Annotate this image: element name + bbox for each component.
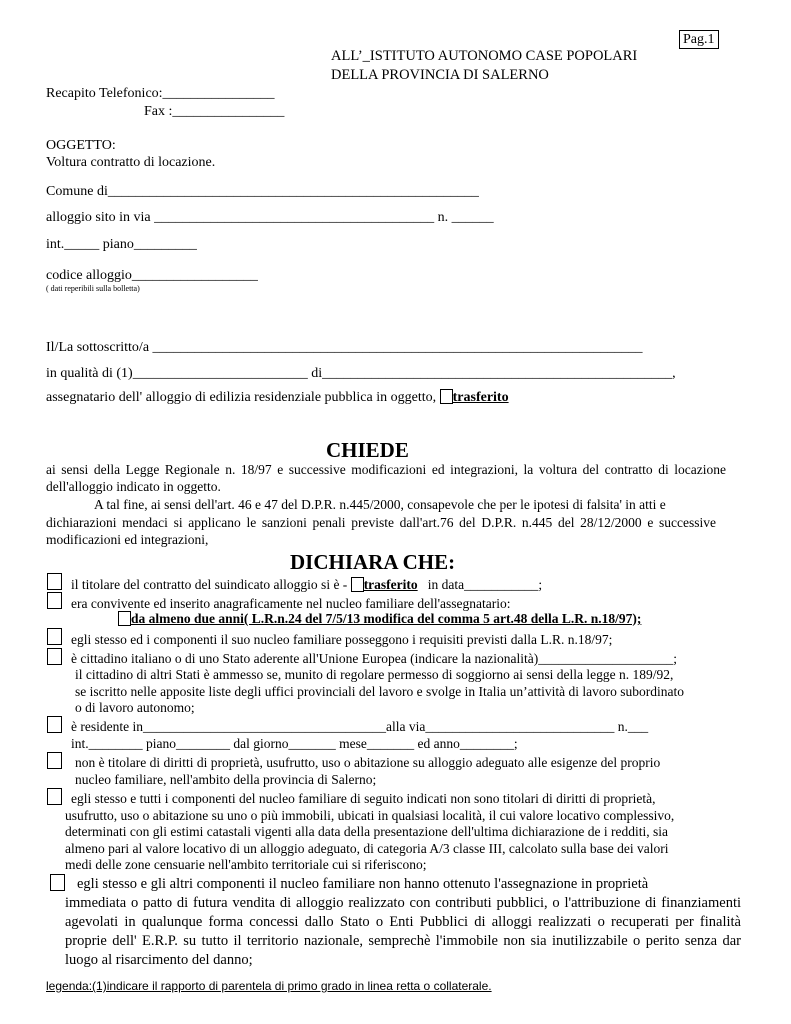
item1-checkbox[interactable] <box>47 573 62 590</box>
item8-checkbox-wrap <box>50 874 65 893</box>
item6-checkbox-wrap <box>47 752 62 771</box>
item8-text: egli stesso e gli altri componenti il nucleo familiare non hanno ottenuto l'assegnazione in proprietà <box>77 876 649 892</box>
recipient-line-2: DELLA PROVINCIA DI SALERNO <box>331 67 549 83</box>
item2-bold-text: da almeno due anni( L.R.n.24 del 7/5/13 modifica del comma 5 art.48 della L.R. n.18/97); <box>131 611 642 626</box>
item2-checkbox[interactable] <box>47 592 62 609</box>
item4-line4: o di lavoro autonomo; <box>75 700 195 715</box>
dichiara-heading: DICHIARA CHE: <box>290 550 456 574</box>
subject-label: OGGETTO: <box>46 138 116 153</box>
item1-text <box>71 577 542 593</box>
item6-text: non è titolare di diritti di proprietà, usufrutto, uso o abitazione su alloggio adeguato alle esigenze del proprio <box>75 755 661 770</box>
chiede-heading: CHIEDE <box>326 438 409 462</box>
item3-text: egli stesso ed i componenti il suo nucleo familiare posseggono i requisiti previsti dalla L.R. n.18/97; <box>71 632 613 647</box>
item1-text-a: il titolare del contratto del suindicato alloggio si è - <box>71 577 348 592</box>
item7-line4: almeno pari al valore locativo di un alloggio adeguato, di categoria A/3 classe III, calcolato sulla base dei valori <box>65 841 669 856</box>
fax-field[interactable]: Fax :________________ <box>144 104 285 119</box>
codice-alloggio-field[interactable]: codice alloggio__________________ <box>46 268 258 283</box>
item4-text: è cittadino italiano o di uno Stato aderente all'Unione Europea (indicare la nazionalità)____________________; <box>71 651 678 666</box>
item1-date-field[interactable]: in data___________; <box>427 577 543 592</box>
recipient-line-1: ALL’_ISTITUTO AUTONOMO CASE POPOLARI <box>331 48 638 64</box>
trasferito-checkbox[interactable] <box>440 389 453 404</box>
assegnatario-line <box>46 389 509 406</box>
dichiarazione-rest: dichiarazioni mendaci si applicano le sanzioni penali previste dall'art.76 del D.P.R. n.445 del 28/12/2000 e successive modificazioni ed integrazioni, <box>46 515 716 547</box>
item5-text[interactable]: è residente in____________________________________alla via____________________________ n.___ <box>71 719 649 734</box>
item3-checkbox[interactable] <box>47 628 62 645</box>
address-field[interactable]: alloggio sito in via ________________________________________ n. ______ <box>46 210 494 225</box>
item6-checkbox[interactable] <box>47 752 62 769</box>
item7-line5: medi delle zone censuarie nell'ambito territoriale cui si riferiscono; <box>65 857 427 872</box>
item1-trasferito-checkbox[interactable] <box>351 577 364 592</box>
trasferito-label: trasferito <box>452 390 509 405</box>
legend-note: legenda:(1)indicare il rapporto di parentela di primo grado in linea retta o collaterale. <box>46 979 492 993</box>
item2-sub-checkbox[interactable] <box>118 611 131 626</box>
item5-line2[interactable]: int.________ piano________ dal giorno_______ mese_______ ed anno________; <box>71 736 518 751</box>
item2-checkbox-wrap <box>47 592 62 611</box>
item3-checkbox-wrap <box>47 628 62 647</box>
assegnatario-text: assegnatario dell' alloggio di edilizia residenziale pubblica in oggetto, <box>46 390 437 405</box>
qualita-field[interactable]: in qualità di (1)_________________________ di__________________________________________________, <box>46 366 676 381</box>
chiede-paragraph: ai sensi della Legge Regionale n. 18/97 e successive modificazioni ed integrazioni, la voltura del contratto di locazione dell'alloggio indicato in oggetto. <box>46 462 726 494</box>
item7-line2: usufrutto, uso o abitazione su uno o più immobili, ubicati in qualsiasi località, il cui valore locativo complessivo, <box>65 808 675 823</box>
item2-bold-line <box>118 611 641 627</box>
item7-checkbox-wrap <box>47 788 62 807</box>
item7-checkbox[interactable] <box>47 788 62 805</box>
page-number: Pag.1 <box>679 30 719 49</box>
item8-rest: immediata o patto di futura vendita di alloggio realizzato con contributi pubblici, o l'attribuzione di finanziamenti agevolati in qualunque forma concessi dallo Stato o Enti Pubblici di alloggi realizzati o recuperati per finalità proprie dell' E.R.P. su tutto il territorio nazionale, semprechè l'immobile non sia inutilizzabile o perito senza dar luogo al risarcimento del danno; <box>65 895 741 968</box>
subject-text: Voltura contratto di locazione. <box>46 155 216 170</box>
item7-text: egli stesso e tutti i componenti del nucleo familiare di seguito indicati non sono titolari di diritti di proprietà, <box>71 791 656 806</box>
sottoscritto-field[interactable]: Il/La sottoscritto/a ______________________________________________________________________ <box>46 340 643 355</box>
item4-line3: se iscritto nelle apposite liste degli uffici provinciali del lavoro e svolge in Italia un’attività di lavoro subordinato <box>75 684 684 699</box>
item4-checkbox[interactable] <box>47 648 62 665</box>
item8-checkbox[interactable] <box>50 874 65 891</box>
comune-field[interactable]: Comune di_____________________________________________________ <box>46 184 479 199</box>
item1-checkbox-wrap <box>47 573 62 592</box>
phone-field[interactable]: Recapito Telefonico:________________ <box>46 86 275 101</box>
item4-checkbox-wrap <box>47 648 62 667</box>
item6-line2: nucleo familiare, nell'ambito della provincia di Salerno; <box>75 772 377 787</box>
dichiarazione-line-1: A tal fine, ai sensi dell'art. 46 e 47 del D.P.R. n.445/2000, consapevole che per le ipotesi di falsita' in atti e <box>94 497 666 512</box>
item5-checkbox-wrap <box>47 716 62 735</box>
item1-trasferito-label: trasferito <box>363 577 418 592</box>
item4-line2: il cittadino di altri Stati è ammesso se, munito di regolare permesso di soggiorno ai sensi della legge n. 189/92, <box>75 667 674 682</box>
int-piano-field[interactable]: int._____ piano_________ <box>46 237 197 252</box>
item7-line3: determinati con gli estimi catastali vigenti alla data della presentazione dell'ultima dichiarazione de i redditi, sia <box>65 824 668 839</box>
item5-checkbox[interactable] <box>47 716 62 733</box>
codice-note: ( dati reperibili sulla bolletta) <box>46 284 140 293</box>
item2-text: era convivente ed inserito anagraficamente nel nucleo familiare dell'assegnatario: <box>71 596 511 611</box>
